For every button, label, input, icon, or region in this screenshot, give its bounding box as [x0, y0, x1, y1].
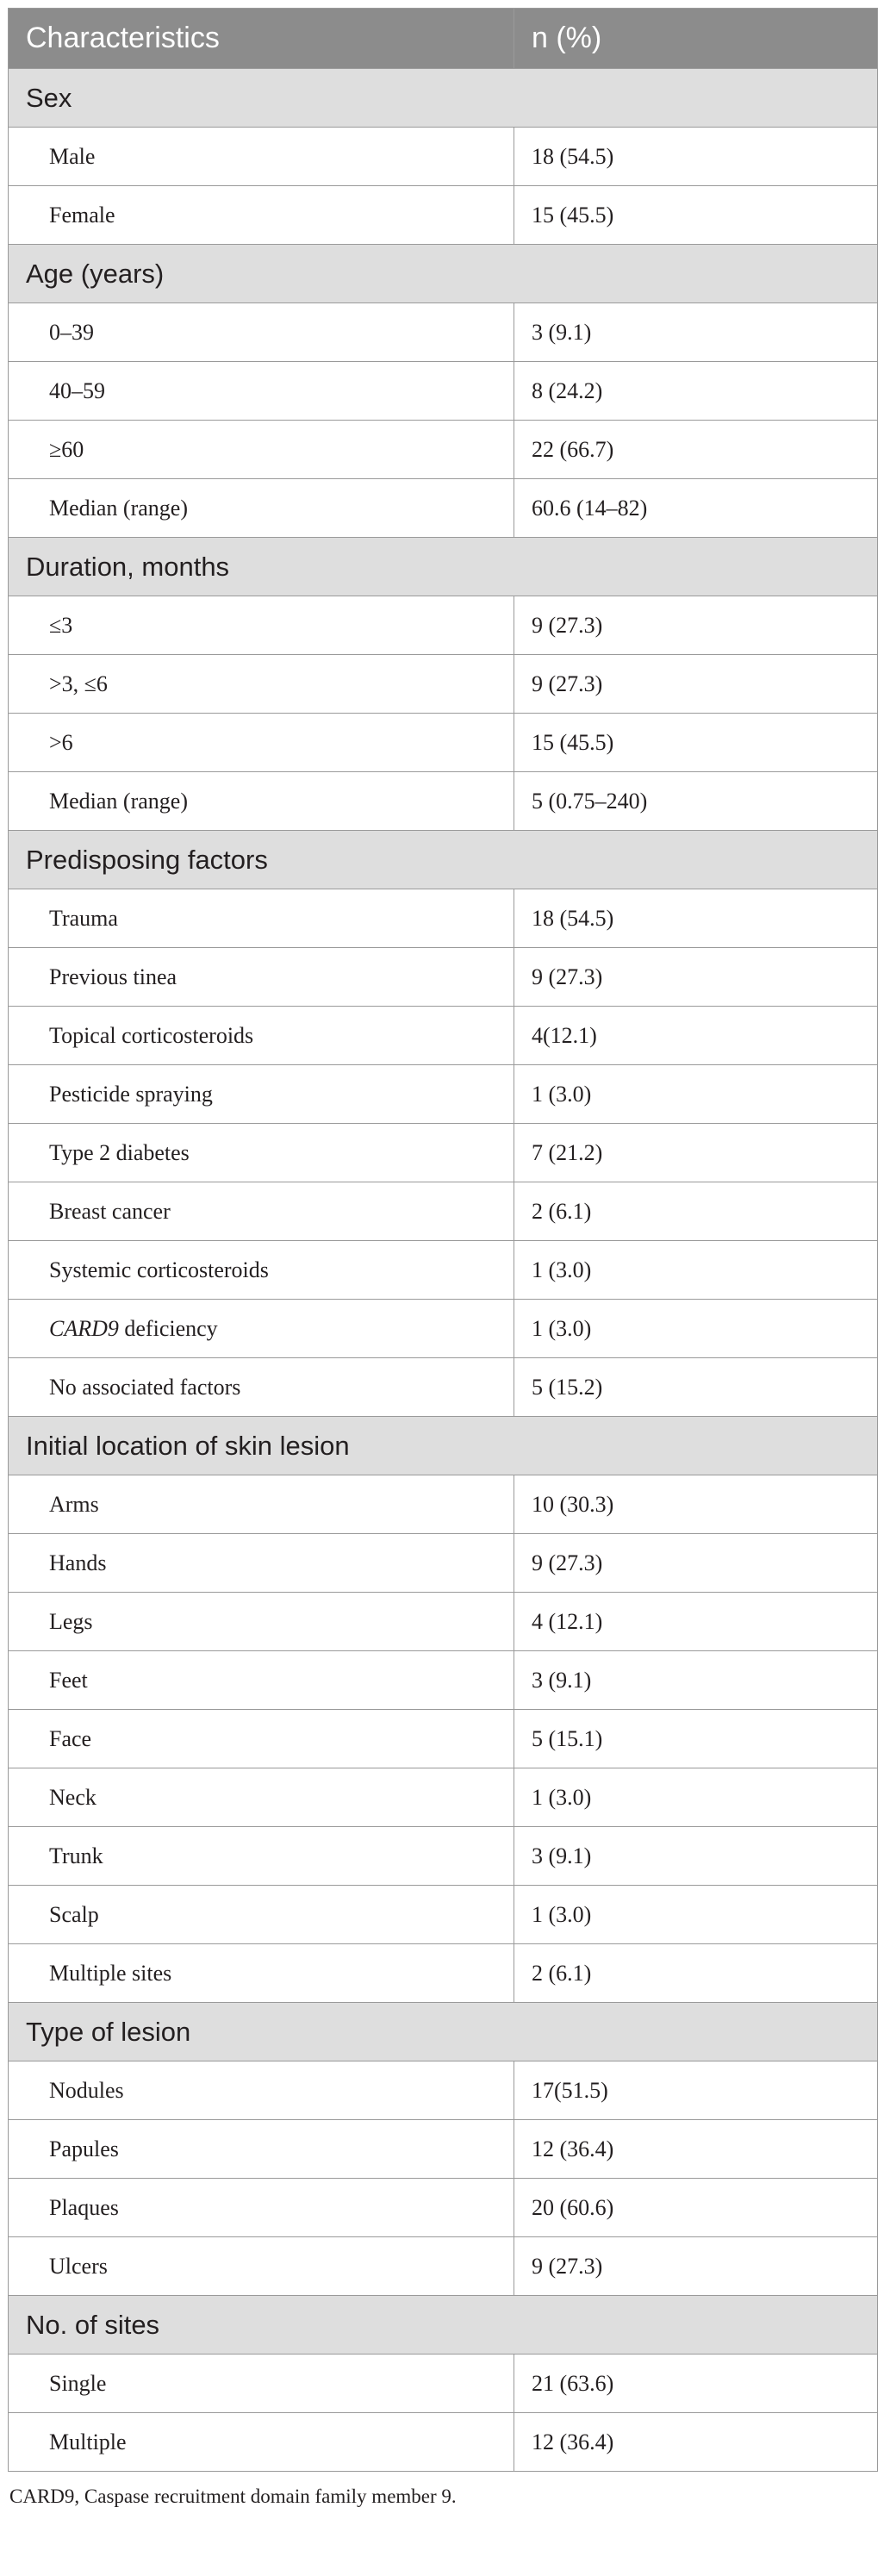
row-value: 18 (54.5) [514, 128, 878, 186]
row-label: No associated factors [9, 1358, 514, 1417]
group-title: Age (years) [9, 245, 878, 303]
row-value: 3 (9.1) [514, 1827, 878, 1886]
table-row [9, 889, 878, 948]
group-title: Sex [9, 69, 878, 128]
table-row [9, 2355, 878, 2413]
group-title: Duration, months [9, 538, 878, 596]
row-value: 5 (0.75–240) [514, 772, 878, 831]
table-row [9, 2179, 878, 2237]
row-label: Plaques [9, 2179, 514, 2237]
row-value: 7 (21.2) [514, 1124, 878, 1182]
row-value: 10 (30.3) [514, 1475, 878, 1534]
row-value: 12 (36.4) [514, 2120, 878, 2179]
row-label: Pesticide spraying [9, 1065, 514, 1124]
group-title: No. of sites [9, 2296, 878, 2355]
row-value: 21 (63.6) [514, 2355, 878, 2413]
row-value: 12 (36.4) [514, 2413, 878, 2472]
row-value: 2 (6.1) [514, 1944, 878, 2003]
gene-name: CARD9 [49, 1315, 119, 1341]
table-row [9, 1241, 878, 1300]
row-label: Multiple [9, 2413, 514, 2472]
table-row [9, 303, 878, 362]
row-label: Female [9, 186, 514, 245]
table-row [9, 948, 878, 1007]
document [8, 8, 877, 2508]
table-row [9, 1886, 878, 1944]
row-label: Trunk [9, 1827, 514, 1886]
row-label: Median (range) [9, 479, 514, 538]
row-value: 4 (12.1) [514, 1593, 878, 1651]
table-row [9, 2061, 878, 2120]
table-row [9, 2237, 878, 2296]
group-row [9, 1417, 878, 1475]
group-title: Initial location of skin lesion [9, 1417, 878, 1475]
row-value: 3 (9.1) [514, 1651, 878, 1710]
table-row [9, 714, 878, 772]
group-title: Type of lesion [9, 2003, 878, 2061]
table-row [9, 2120, 878, 2179]
row-label: Ulcers [9, 2237, 514, 2296]
table-row [9, 1768, 878, 1827]
row-label: Hands [9, 1534, 514, 1593]
table-row [9, 1182, 878, 1241]
table-row [9, 1065, 878, 1124]
table-row [9, 655, 878, 714]
table-row [9, 186, 878, 245]
table-row [9, 2413, 878, 2472]
row-label: 0–39 [9, 303, 514, 362]
table-row [9, 1007, 878, 1065]
group-row [9, 245, 878, 303]
row-value: 8 (24.2) [514, 362, 878, 421]
row-label: Single [9, 2355, 514, 2413]
characteristics-table [8, 8, 878, 2472]
table-row [9, 1534, 878, 1593]
row-label: 40–59 [9, 362, 514, 421]
row-label: Systemic corticosteroids [9, 1241, 514, 1300]
table-row [9, 1300, 878, 1358]
row-label: ≥60 [9, 421, 514, 479]
row-value: 9 (27.3) [514, 596, 878, 655]
row-value: 60.6 (14–82) [514, 479, 878, 538]
table-body [9, 69, 878, 2472]
table-row [9, 1358, 878, 1417]
row-value: 2 (6.1) [514, 1182, 878, 1241]
table-row [9, 1124, 878, 1182]
table-row [9, 1475, 878, 1534]
table-row [9, 421, 878, 479]
row-label: ≤3 [9, 596, 514, 655]
table-row [9, 1593, 878, 1651]
row-label: Trauma [9, 889, 514, 948]
row-value: 1 (3.0) [514, 1886, 878, 1944]
row-label: Previous tinea [9, 948, 514, 1007]
row-value: 22 (66.7) [514, 421, 878, 479]
header-characteristics: Characteristics [9, 9, 514, 69]
group-row [9, 538, 878, 596]
row-value: 1 (3.0) [514, 1768, 878, 1827]
row-value: 1 (3.0) [514, 1065, 878, 1124]
table-footnote: CARD9, Caspase recruitment domain family member 9. [9, 2486, 457, 2507]
row-label [9, 1300, 514, 1358]
row-label: Nodules [9, 2061, 514, 2120]
row-value: 9 (27.3) [514, 655, 878, 714]
row-label: Feet [9, 1651, 514, 1710]
table-header-row [9, 9, 878, 69]
row-label: Multiple sites [9, 1944, 514, 2003]
group-row [9, 69, 878, 128]
row-value: 4(12.1) [514, 1007, 878, 1065]
row-value: 9 (27.3) [514, 948, 878, 1007]
group-row [9, 831, 878, 889]
row-value: 17(51.5) [514, 2061, 878, 2120]
row-value: 5 (15.1) [514, 1710, 878, 1768]
table-row [9, 1944, 878, 2003]
group-row [9, 2003, 878, 2061]
row-value: 9 (27.3) [514, 2237, 878, 2296]
table-row [9, 128, 878, 186]
row-label-text: deficiency [124, 1315, 218, 1341]
row-value: 20 (60.6) [514, 2179, 878, 2237]
table-row [9, 479, 878, 538]
table-row [9, 596, 878, 655]
row-value: 1 (3.0) [514, 1300, 878, 1358]
group-row [9, 2296, 878, 2355]
row-label: Type 2 diabetes [9, 1124, 514, 1182]
header-n-percent: n (%) [514, 9, 878, 69]
row-label: Legs [9, 1593, 514, 1651]
row-label: Male [9, 128, 514, 186]
table-row [9, 1827, 878, 1886]
table-row [9, 362, 878, 421]
row-value: 18 (54.5) [514, 889, 878, 948]
row-label: Neck [9, 1768, 514, 1827]
row-value: 1 (3.0) [514, 1241, 878, 1300]
row-value: 15 (45.5) [514, 714, 878, 772]
row-label: Median (range) [9, 772, 514, 831]
row-label: Scalp [9, 1886, 514, 1944]
row-label: Topical corticosteroids [9, 1007, 514, 1065]
table-row [9, 1710, 878, 1768]
row-label: Face [9, 1710, 514, 1768]
row-value: 5 (15.2) [514, 1358, 878, 1417]
row-label: Breast cancer [9, 1182, 514, 1241]
row-label: >6 [9, 714, 514, 772]
row-value: 9 (27.3) [514, 1534, 878, 1593]
row-label: Papules [9, 2120, 514, 2179]
table-row [9, 772, 878, 831]
table-row [9, 1651, 878, 1710]
row-value: 3 (9.1) [514, 303, 878, 362]
row-label: Arms [9, 1475, 514, 1534]
group-title: Predisposing factors [9, 831, 878, 889]
row-value: 15 (45.5) [514, 186, 878, 245]
row-label: >3, ≤6 [9, 655, 514, 714]
